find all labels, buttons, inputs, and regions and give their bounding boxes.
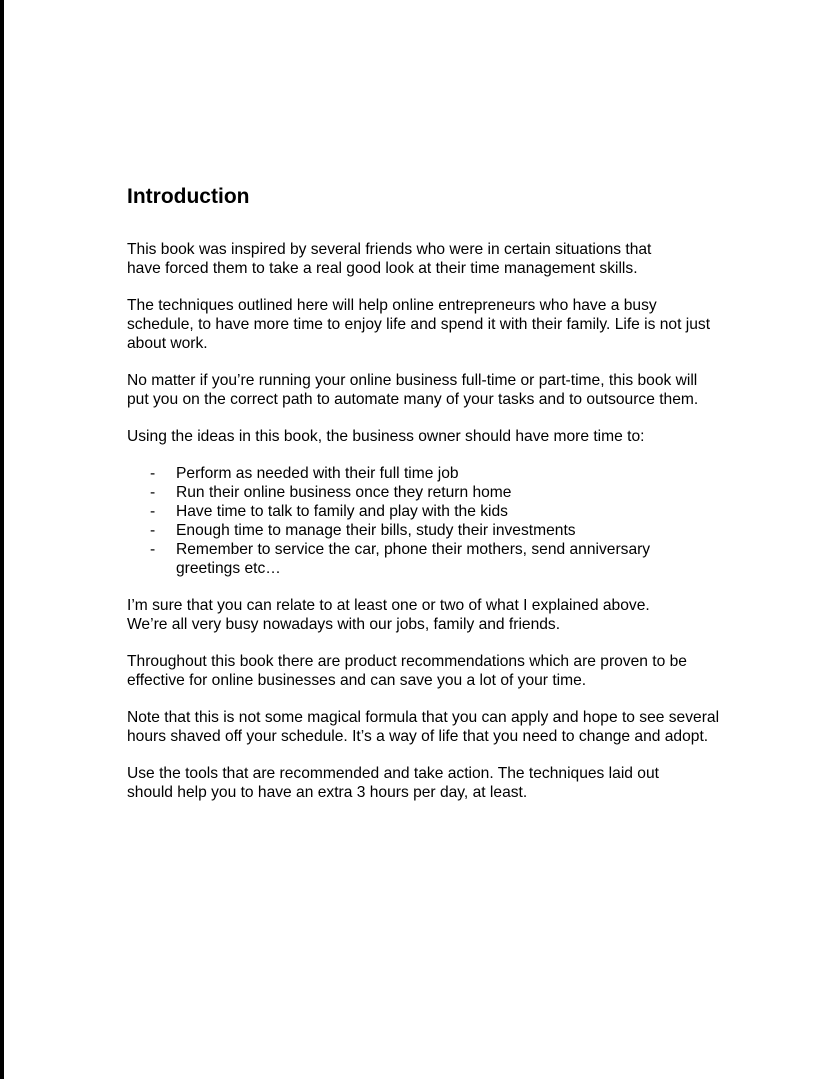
paragraph-2: The techniques outlined here will help online entrepreneurs who have a busy schedule, to have more time to enjoy life and spend it with their family. Life is not just about work. [127,297,711,352]
bullet-dash: - [150,503,156,520]
paragraph-7: Note that this is not some magical formula that you can apply and hope to see several hours shaved off your schedule. It’s a way of life that you need to change and adopt. [127,709,720,745]
list-item [127,464,687,483]
list-item [127,521,687,540]
list-item-text: Perform as needed with their full time job [176,465,459,482]
paragraph-4: Using the ideas in this book, the business owner should have more time to: [127,428,645,445]
bullet-list [127,464,687,578]
paragraph-3: No matter if you’re running your online business full-time or part-time, this book will put you on the correct path to automate many of your tasks and to outsource them. [127,372,699,408]
bullet-dash: - [150,465,156,482]
paragraph-6: Throughout this book there are product recommendations which are proven to be effective for online businesses and can save you a lot of your time. [127,653,687,689]
list-item [127,483,687,502]
bullet-dash: - [150,484,156,501]
bullet-dash: - [150,541,156,558]
paragraph-1: This book was inspired by several friends who were in certain situations that have forced them to take a real good look at their time management skills. [127,241,652,277]
paragraph-5: I’m sure that you can relate to at least one or two of what I explained above. We’re all very busy nowadays with our jobs, family and friends. [127,597,650,633]
document-page [127,184,727,802]
page-edge-border [0,0,4,1079]
list-item [127,540,687,578]
list-item-text: Enough time to manage their bills, study their investments [176,522,576,539]
bullet-dash: - [150,522,156,539]
list-item-text: Run their online business once they return home [176,484,512,501]
list-item-text: Remember to service the car, phone their mothers, send anniversary greetings etc… [176,541,651,577]
list-item [127,502,687,521]
paragraph-8: Use the tools that are recommended and take action. The techniques laid out should help you to have an extra 3 hours per day, at least. [127,765,659,801]
section-heading: Introduction [127,185,250,208]
list-item-text: Have time to talk to family and play with the kids [176,503,508,520]
